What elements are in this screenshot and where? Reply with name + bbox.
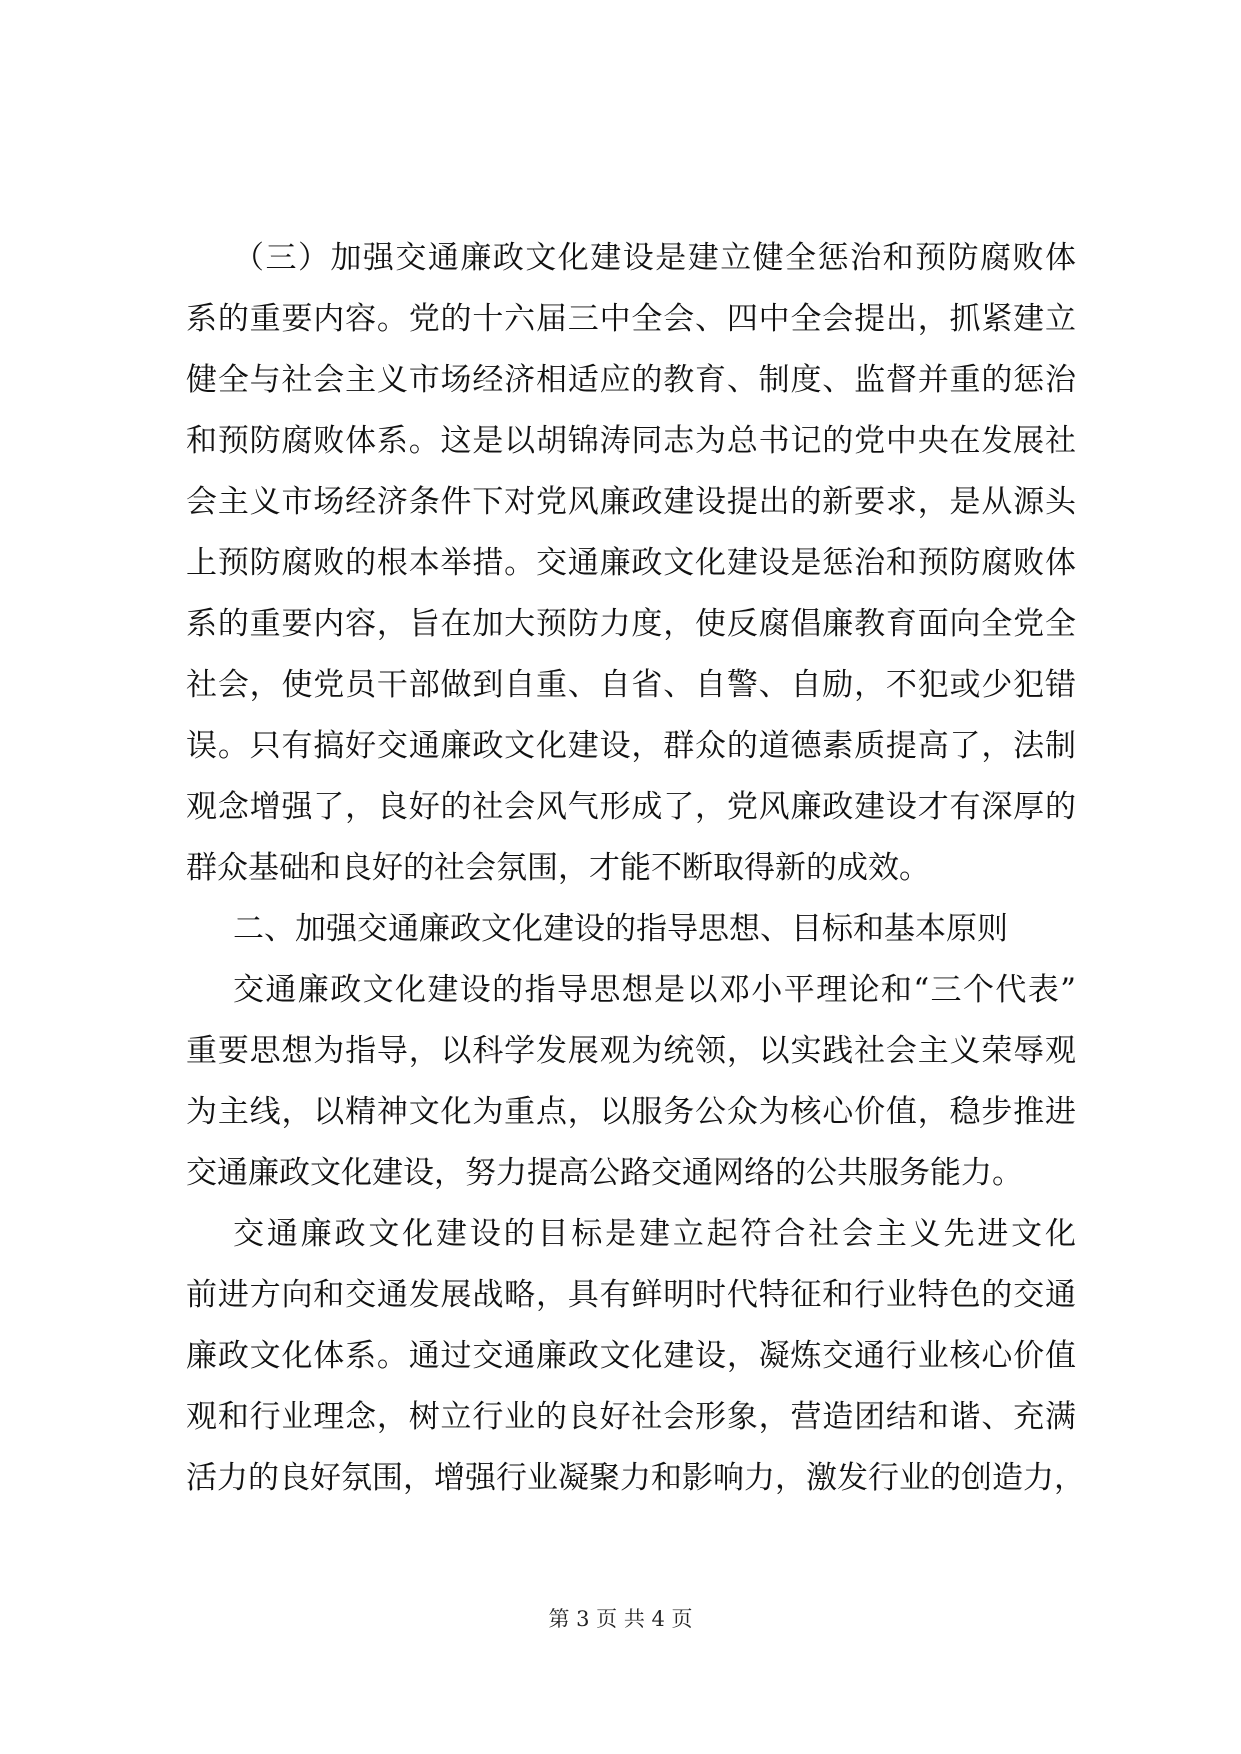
- section-heading: 二、加强交通廉政文化建设的指导思想、目标和基本原则: [233, 911, 1008, 947]
- paragraph-line: 和预防腐败体系。这是以胡锦涛同志为总书记的党中央在发展社: [186, 423, 1076, 459]
- paragraph-line: 活力的良好氛围，增强行业凝聚力和影响力，激发行业的创造力，: [186, 1460, 1085, 1496]
- paragraph-line: 为主线，以精神文化为重点，以服务公众为核心价值，稳步推进: [186, 1094, 1076, 1130]
- paragraph-line: 交通廉政文化建设的目标是建立起符合社会主义先进文化: [233, 1216, 1076, 1252]
- paragraph-line: （三）加强交通廉政文化建设是建立健全惩治和预防腐败体: [233, 240, 1076, 276]
- paragraph-line: 重要思想为指导，以科学发展观为统领，以实践社会主义荣辱观: [186, 1033, 1076, 1069]
- paragraph-line: 交通廉政文化建设，努力提高公路交通网络的公共服务能力。: [186, 1155, 1023, 1191]
- paragraph-line: 系的重要内容。党的十六届三中全会、四中全会提出，抓紧建立: [186, 301, 1076, 337]
- paragraph-line: 群众基础和良好的社会氛围，才能不断取得新的成效。: [186, 850, 930, 886]
- paragraph-line: 观念增强了，良好的社会风气形成了，党风廉政建设才有深厚的: [186, 789, 1076, 825]
- paragraph-line: 会主义市场经济条件下对党风廉政建设提出的新要求，是从源头: [186, 484, 1076, 520]
- page-footer: 第 3 页 共 4 页: [548, 1607, 693, 1631]
- paragraph-line: 前进方向和交通发展战略，具有鲜明时代特征和行业特色的交通: [186, 1277, 1076, 1313]
- body-text: [186, 228, 1085, 1509]
- paragraph-line: 社会，使党员干部做到自重、自省、自警、自励，不犯或少犯错: [186, 667, 1076, 703]
- paragraph-line: 误。只有搞好交通廉政文化建设，群众的道德素质提高了，法制: [186, 728, 1076, 764]
- paragraph-line: 观和行业理念，树立行业的良好社会形象，营造团结和谐、充满: [186, 1399, 1076, 1435]
- paragraph-line: 交通廉政文化建设的指导思想是以邓小平理论和“三个代表”: [233, 972, 1076, 1008]
- paragraph-line: 廉政文化体系。通过交通廉政文化建设，凝炼交通行业核心价值: [186, 1338, 1076, 1374]
- paragraph-line: 上预防腐败的根本举措。交通廉政文化建设是惩治和预防腐败体: [186, 545, 1076, 581]
- paragraph-line: 系的重要内容，旨在加大预防力度，使反腐倡廉教育面向全党全: [186, 606, 1076, 642]
- paragraph-line: 健全与社会主义市场经济相适应的教育、制度、监督并重的惩治: [186, 362, 1076, 398]
